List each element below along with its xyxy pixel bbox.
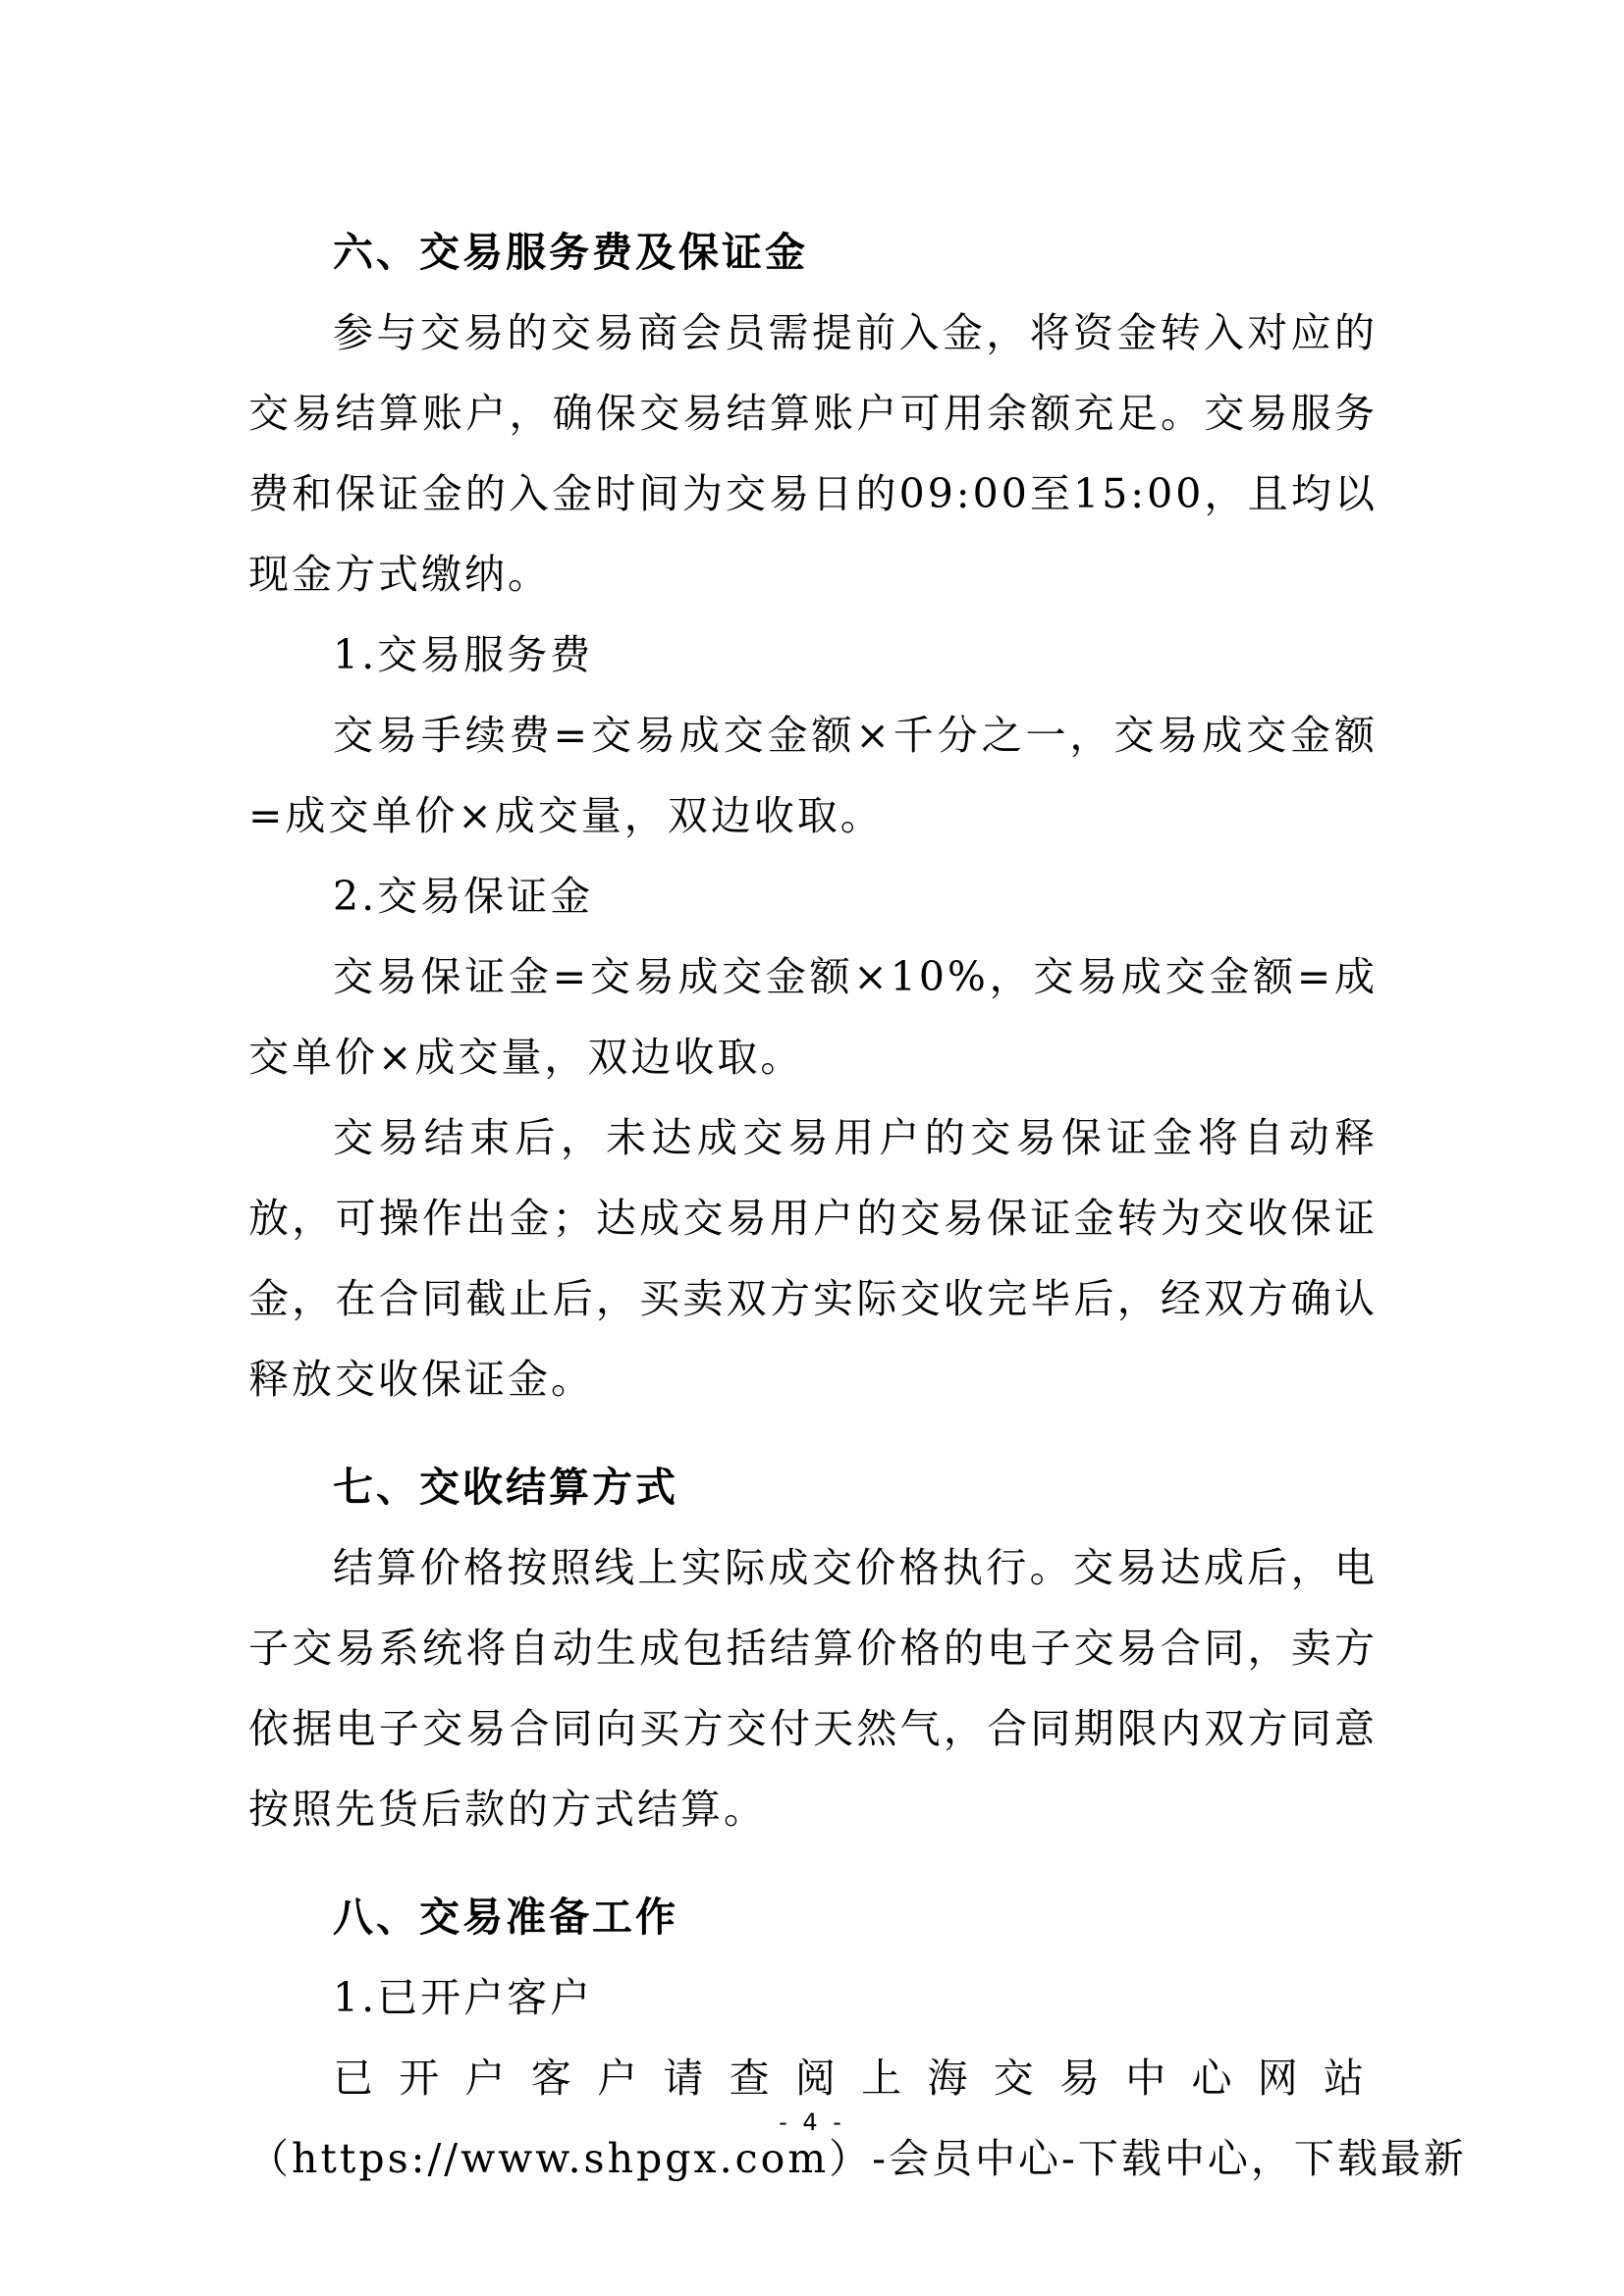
section-7-paragraph: 结算价格按照线上实际成交价格执行。交易达成后，电子交易系统将自动生成包括结算价格的电子交易合同，卖方依据电子交易合同向买方交付天然气，合同期限内双方同意按照先货后款的方式结算。 (248, 1544, 1378, 1833)
section-6-item-1-paragraph: 交易手续费=交易成交金额×千分之一，交易成交金额=成交单价×成交量，双边收取。 (248, 712, 1378, 839)
section-6-intro-paragraph: 参与交易的交易商会员需提前入金，将资金转入对应的交易结算账户，确保交易结算账户可用余额充足。交易服务费和保证金的入金时间为交易日的09:00至15:00，且均以现金方式缴纳。 (248, 309, 1378, 598)
section-6-item-2-paragraph: 交易保证金=交易成交金额×10%，交易成交金额=成交单价×成交量，双边收取。 (248, 953, 1378, 1081)
section-6-item-1-heading: 1.交易服务费 (333, 631, 594, 678)
section-7-heading: 七、交收结算方式 (333, 1464, 678, 1511)
section-8-heading: 八、交易准备工作 (333, 1894, 678, 1941)
section-8-item-1-line-2: （https://www.shpgx.com）-会员中心-下载中心，下载最新 (248, 2135, 1467, 2182)
section-6-item-2-heading: 2.交易保证金 (333, 873, 594, 920)
page-content (248, 212, 1467, 2199)
section-8-item-1-heading: 1.已开户客户 (333, 1974, 594, 2021)
page-number: - 4 - (779, 2109, 845, 2136)
section-6-heading: 六、交易服务费及保证金 (333, 229, 808, 276)
section-8-item-1-line-1: 已开户客户请查阅上海交易中心网站 (333, 2055, 1378, 2102)
section-6-release-paragraph: 交易结束后，未达成交易用户的交易保证金将自动释放，可操作出金；达成交易用户的交易保证金转为交收保证金，在合同截止后，买卖双方实际交收完毕后，经双方确认释放交收保证金。 (248, 1114, 1378, 1403)
